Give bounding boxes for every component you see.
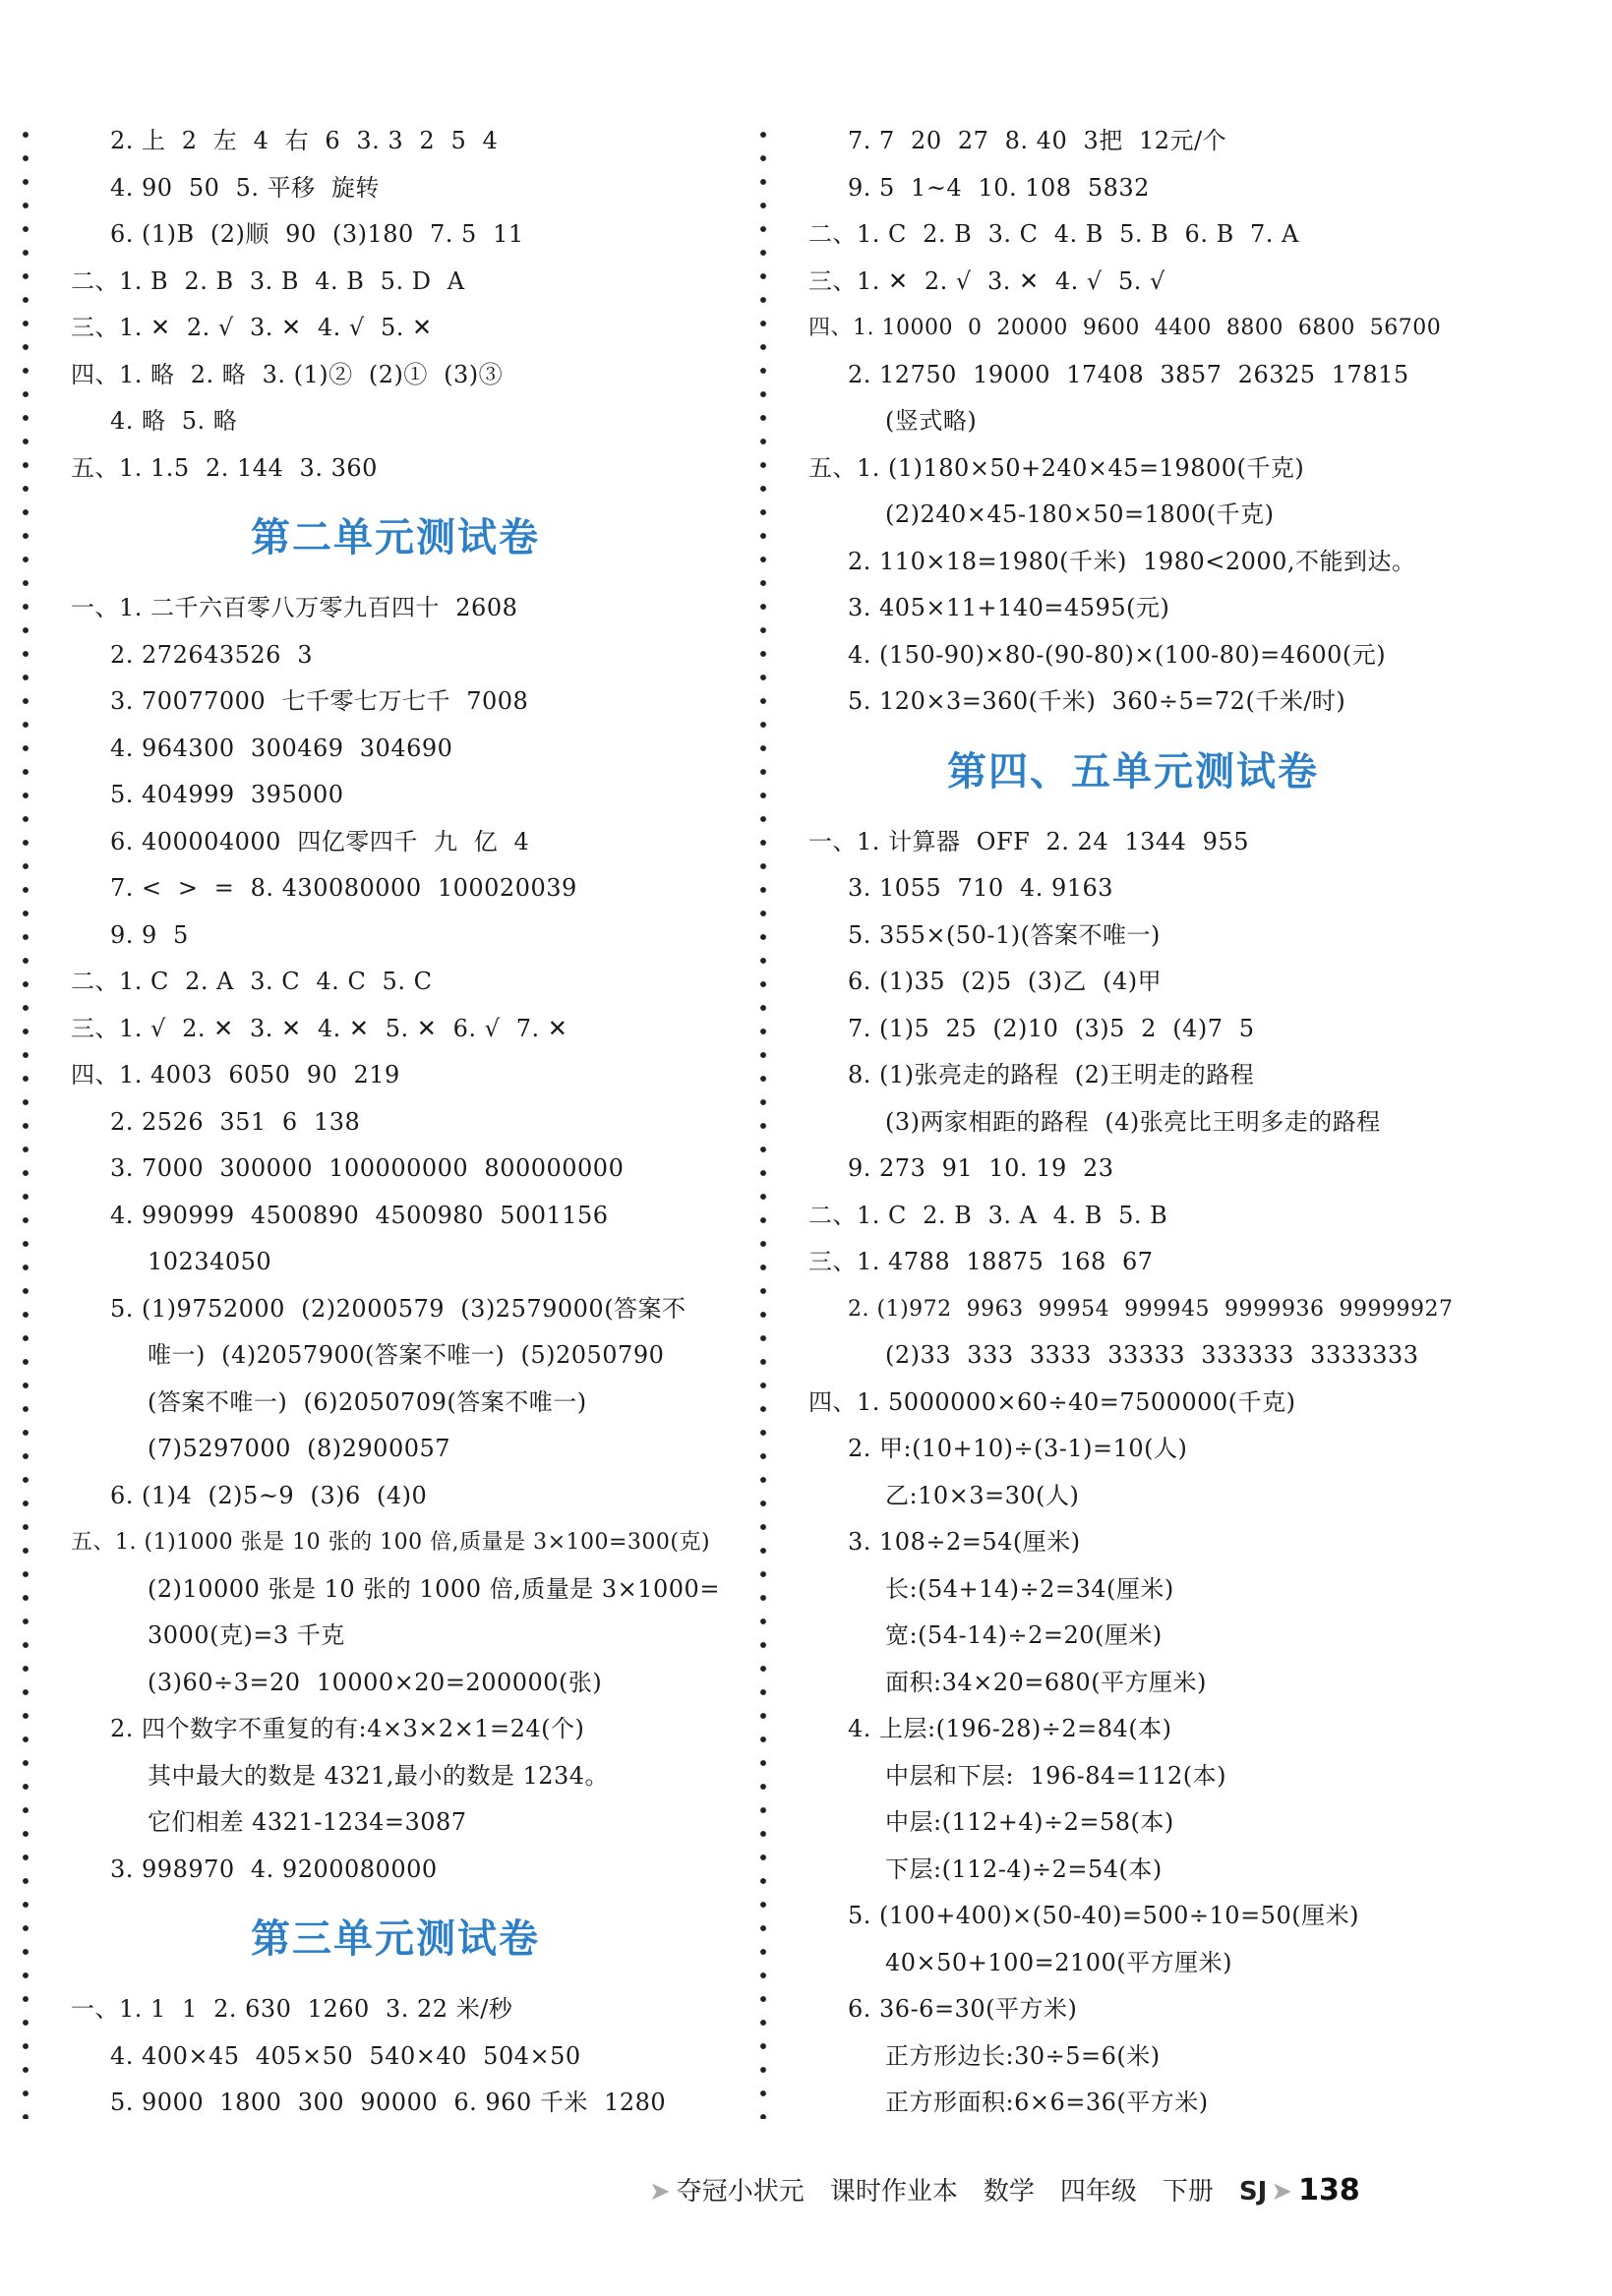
page-footer bbox=[649, 2171, 1360, 2210]
answer-line: 二、1. B 2. B 3. B 4. B 5. D A bbox=[71, 266, 465, 295]
answer-line: 6. (1)B (2)顺 90 (3)180 7. 5 11 bbox=[110, 220, 524, 248]
answer-line: 唯一) (4)2057900(答案不唯一) (5)2050790 bbox=[148, 1341, 665, 1369]
answer-line: 正方形边长:30÷5=6(米) bbox=[885, 2041, 1161, 2070]
answer-line: 五、1. 1.5 2. 144 3. 360 bbox=[71, 453, 378, 482]
answer-line: 6. 36-6=30(平方米) bbox=[848, 1995, 1078, 2023]
left-column bbox=[71, 118, 740, 2127]
answer-line: 五、1. (1)180×50+240×45=19800(千克) bbox=[808, 453, 1305, 482]
answer-line: 4. 964300 300469 304690 bbox=[110, 734, 453, 762]
answer-line: 3. 7000 300000 100000000 800000000 bbox=[110, 1154, 625, 1182]
answer-line: (2)33 333 3333 33333 333333 3333333 bbox=[885, 1341, 1419, 1369]
answer-line: 9. 5 1~4 10. 108 5832 bbox=[848, 173, 1150, 202]
answer-line: 2. 272643526 3 bbox=[110, 640, 313, 669]
answer-line: 正方形面积:6×6=36(平方米) bbox=[885, 2089, 1209, 2116]
answer-line: (2)10000 张是 10 张的 1000 倍,质量是 3×1000= bbox=[148, 1574, 720, 1603]
answer-line: 宽:(54-14)÷2=20(厘米) bbox=[885, 1621, 1163, 1649]
answer-line: 7. 7 20 27 8. 40 3把 12元/个 bbox=[848, 127, 1227, 154]
answer-line: (7)5297000 (8)2900057 bbox=[148, 1435, 451, 1462]
section-heading-unit3: 第三单元测试卷 bbox=[251, 1916, 540, 1962]
answer-line: 2. 110×18=1980(千米) 1980<2000,不能到达。 bbox=[848, 547, 1416, 575]
footer-volume: 下册 bbox=[1162, 2177, 1214, 2207]
footer-book: 课时作业本 bbox=[829, 2177, 958, 2207]
answer-line: 7. < > = 8. 430080000 100020039 bbox=[110, 874, 577, 902]
answer-line: 三、1. ✕ 2. √ 3. ✕ 4. √ 5. √ bbox=[808, 266, 1165, 295]
answer-line: 6. (1)4 (2)5~9 (3)6 (4)0 bbox=[110, 1481, 428, 1509]
answer-line: 四、1. 10000 0 20000 9600 4400 8800 6800 56700 bbox=[808, 316, 1442, 340]
page-number: 138 bbox=[1298, 2173, 1360, 2208]
answer-line: 三、1. √ 2. ✕ 3. ✕ 4. ✕ 5. ✕ 6. √ 7. ✕ bbox=[71, 1014, 568, 1042]
answer-line: 面积:34×20=680(平方厘米) bbox=[885, 1668, 1207, 1696]
answer-line: (2)240×45-180×50=1800(千克) bbox=[885, 500, 1275, 528]
answer-line: 一、1. 计算器 OFF 2. 24 1344 955 bbox=[808, 827, 1249, 855]
answer-line: 8. (1)张亮走的路程 (2)王明走的路程 bbox=[848, 1061, 1255, 1089]
answer-line: 7. (1)5 25 (2)10 (3)5 2 (4)7 5 bbox=[848, 1014, 1255, 1042]
answer-line: 下层:(112-4)÷2=54(本) bbox=[885, 1854, 1163, 1883]
answer-line: 4. 略 5. 略 bbox=[110, 407, 238, 435]
answer-line: 4. 990999 4500890 4500980 5001156 bbox=[110, 1201, 609, 1229]
answer-line: 5. (100+400)×(50-40)=500÷10=50(厘米) bbox=[848, 1902, 1359, 1929]
answer-line: 三、1. 4788 18875 168 67 bbox=[808, 1248, 1154, 1275]
answer-line: (答案不唯一) (6)2050709(答案不唯一) bbox=[148, 1387, 587, 1416]
answer-line: 4. 400×45 405×50 540×40 504×50 bbox=[110, 2041, 581, 2070]
answer-line: 长:(54+14)÷2=34(厘米) bbox=[885, 1574, 1174, 1603]
binding-dots-middle bbox=[758, 123, 768, 2119]
answer-line: 二、1. C 2. B 3. A 4. B 5. B bbox=[808, 1201, 1168, 1229]
answer-line: (3)两家相距的路程 (4)张亮比王明多走的路程 bbox=[885, 1107, 1381, 1136]
answer-line: 2. 上 2 左 4 右 6 3. 3 2 5 4 bbox=[110, 127, 499, 154]
answer-line: 一、1. 1 1 2. 630 1260 3. 22 米/秒 bbox=[71, 1995, 513, 2023]
section-heading-unit2: 第二单元测试卷 bbox=[251, 515, 540, 560]
answer-line: 一、1. 二千六百零八万零九百四十 2608 bbox=[71, 594, 518, 621]
answer-line: 3. 1055 710 4. 9163 bbox=[848, 874, 1114, 902]
answer-line: 中层:(112+4)÷2=58(本) bbox=[885, 1808, 1174, 1836]
answer-line: 6. 400004000 四亿零四千 九 亿 4 bbox=[110, 827, 530, 855]
answer-line: 五、1. (1)1000 张是 10 张的 100 倍,质量是 3×100=300(克) bbox=[71, 1530, 711, 1555]
answer-line: 其中最大的数是 4321,最小的数是 1234。 bbox=[148, 1761, 610, 1790]
chevron-right-icon: ➤ bbox=[1271, 2177, 1293, 2207]
answer-line: 10234050 bbox=[148, 1248, 272, 1275]
answer-line: 3. 70077000 七千零七万七千 7008 bbox=[110, 687, 529, 715]
answer-line: 6. (1)35 (2)5 (3)乙 (4)甲 bbox=[848, 968, 1163, 995]
answer-line: 四、1. 5000000×60÷40=7500000(千克) bbox=[808, 1387, 1296, 1416]
answer-line: 4. 90 50 5. 平移 旋转 bbox=[110, 173, 380, 202]
answer-line: (3)60÷3=20 10000×20=200000(张) bbox=[148, 1668, 603, 1696]
answer-line: 四、1. 略 2. 略 3. (1)② (2)① (3)③ bbox=[71, 360, 504, 388]
right-column bbox=[808, 118, 1536, 2127]
answer-line: 3000(克)=3 千克 bbox=[148, 1621, 345, 1649]
answer-line: 4. 上层:(196-28)÷2=84(本) bbox=[848, 1715, 1172, 1742]
answer-line: 四、1. 4003 6050 90 219 bbox=[71, 1061, 400, 1089]
answer-line: 3. 108÷2=54(厘米) bbox=[848, 1528, 1081, 1556]
binding-dots-left bbox=[21, 123, 30, 2119]
answer-line: 2. 2526 351 6 138 bbox=[110, 1107, 361, 1136]
answer-line: 5. 404999 395000 bbox=[110, 781, 344, 808]
section-heading-unit45: 第四、五单元测试卷 bbox=[947, 748, 1319, 795]
answer-line: 3. 405×11+140=4595(元) bbox=[848, 594, 1170, 621]
answer-line: 5. 355×(50-1)(答案不唯一) bbox=[848, 920, 1161, 949]
answer-line: 二、1. C 2. B 3. C 4. B 5. B 6. B 7. A bbox=[808, 220, 1299, 248]
answer-line: 2. 甲:(10+10)÷(3-1)=10(人) bbox=[848, 1435, 1188, 1462]
answer-line: 中层和下层: 196-84=112(本) bbox=[885, 1761, 1226, 1790]
footer-grade: 四年级 bbox=[1059, 2177, 1137, 2207]
answer-line: 它们相差 4321-1234=3087 bbox=[148, 1808, 467, 1836]
answer-line: 3. 998970 4. 9200080000 bbox=[110, 1854, 438, 1883]
answer-line: 5. (1)9752000 (2)2000579 (3)2579000(答案不 bbox=[110, 1294, 687, 1323]
answer-line: 9. 273 91 10. 19 23 bbox=[848, 1154, 1114, 1182]
answer-line: 2. (1)972 9963 99954 999945 9999936 99999927 bbox=[848, 1296, 1454, 1322]
footer-brand: 夺冠小状元 bbox=[676, 2177, 805, 2207]
answer-line: 二、1. C 2. A 3. C 4. C 5. C bbox=[71, 968, 433, 995]
answer-line: 三、1. ✕ 2. √ 3. ✕ 4. √ 5. ✕ bbox=[71, 314, 433, 341]
answer-line: 9. 9 5 bbox=[110, 920, 189, 949]
answer-line: 40×50+100=2100(平方厘米) bbox=[885, 1948, 1233, 1976]
answer-line: 乙:10×3=30(人) bbox=[885, 1481, 1080, 1509]
footer-edition: SJ bbox=[1238, 2177, 1268, 2207]
answer-line: 2. 12750 19000 17408 3857 26325 17815 bbox=[848, 360, 1409, 388]
answer-line: (竖式略) bbox=[885, 407, 978, 435]
chevron-right-icon: ➤ bbox=[649, 2177, 671, 2207]
answer-line: 2. 四个数字不重复的有:4×3×2×1=24(个) bbox=[110, 1715, 585, 1742]
footer-subject: 数学 bbox=[983, 2177, 1035, 2207]
answer-line: 5. 120×3=360(千米) 360÷5=72(千米/时) bbox=[848, 687, 1346, 715]
answer-line: 5. 9000 1800 300 90000 6. 960 千米 1280 bbox=[110, 2089, 667, 2116]
answer-line: 4. (150-90)×80-(90-80)×(100-80)=4600(元) bbox=[848, 640, 1387, 669]
